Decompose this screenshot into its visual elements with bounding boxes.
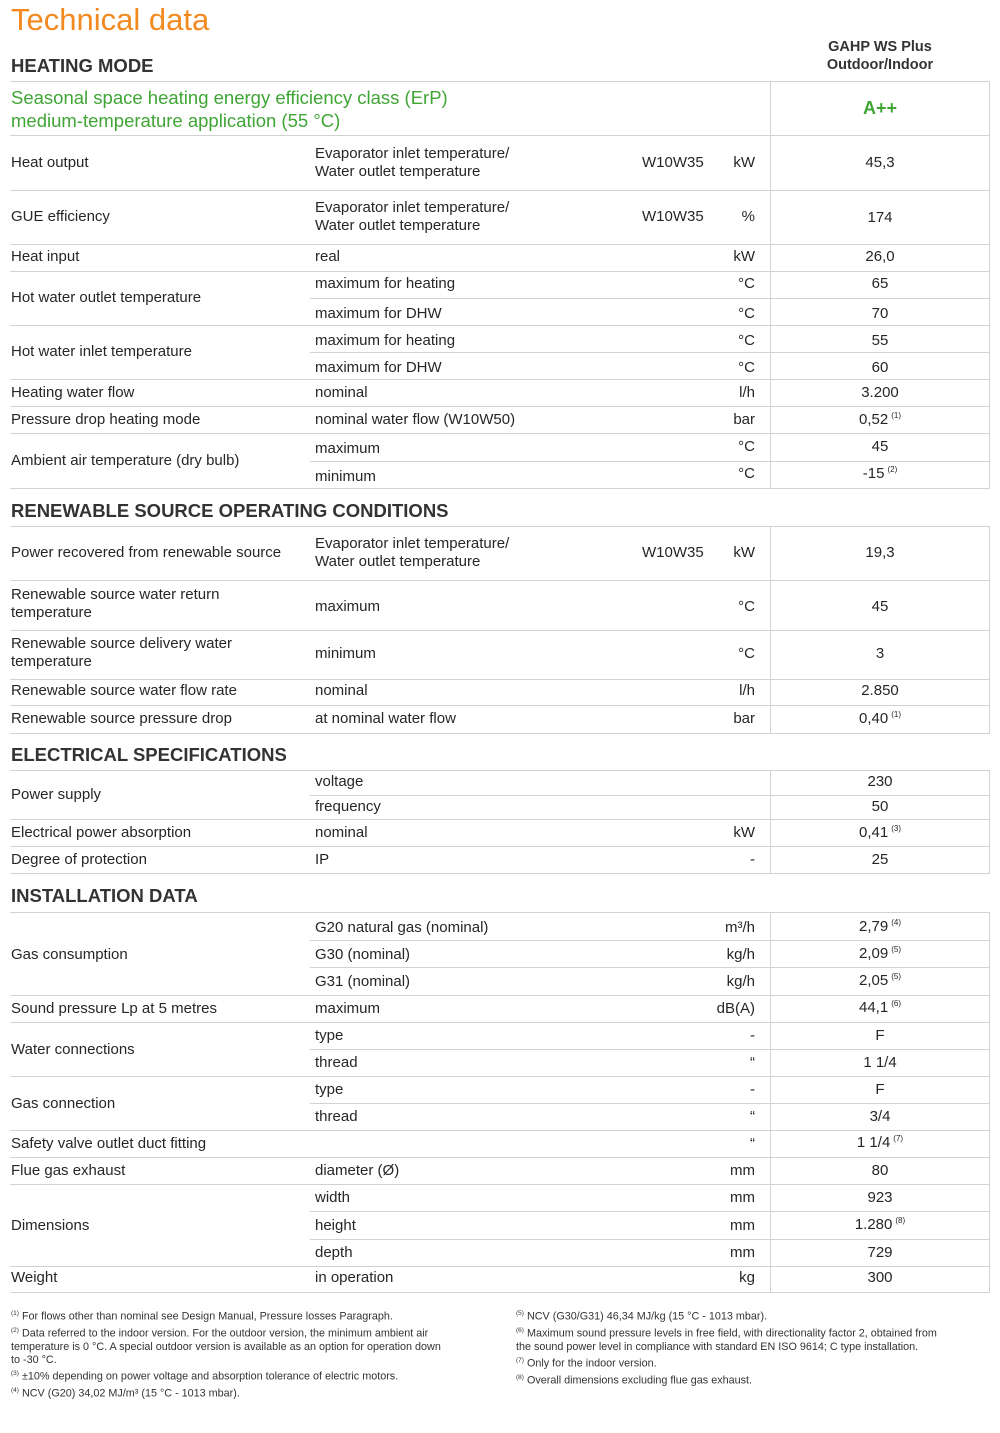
row-value: 55: [871, 332, 889, 349]
row-value: 0,41 $^{(3)}$: [771, 824, 989, 842]
row-label: Degree of protection: [11, 851, 147, 868]
footnote-ref: (2): [887, 465, 898, 474]
footnote-ref: (7): [893, 1134, 904, 1143]
row-sub: type: [315, 1027, 344, 1044]
footnote-ref: (5): [891, 945, 901, 954]
row-unit: °C: [738, 465, 755, 482]
row-label: Renewable source pressure drop: [11, 710, 232, 727]
footnote-8: $^{(8)}$ Overall dimensions excluding flue gas exhaust.: [516, 1373, 753, 1387]
section-renewable: RENEWABLE SOURCE OPERATING CONDITIONS: [11, 500, 449, 521]
row-sub: G31 (nominal): [315, 973, 411, 990]
section-electrical: ELECTRICAL SPECIFICATIONS: [11, 744, 287, 765]
row-sub: maximum for DHW: [315, 359, 442, 376]
row-sub: frequency: [315, 798, 381, 815]
row-unit: “: [750, 1108, 755, 1125]
row-value: 70: [871, 305, 889, 322]
row-value: 44,1 $^{(6)}$: [771, 999, 989, 1017]
row-value: 300: [867, 1269, 893, 1286]
row-sub: maximum for heating: [315, 332, 456, 349]
page-title: Technical data: [11, 2, 210, 37]
row-label: Hot water outlet temperature: [11, 289, 202, 306]
row-value: 3: [875, 645, 885, 662]
row-label: Flue gas exhaust: [11, 1162, 126, 1179]
row-sub: minimum: [315, 645, 376, 662]
row-value: 0,40 $^{(1)}$: [771, 710, 989, 728]
row-unit: mm: [730, 1189, 755, 1206]
row-sub: width: [315, 1189, 351, 1206]
row-unit: °C: [738, 332, 755, 349]
row-unit: kW: [733, 824, 755, 841]
row-value: 3/4: [869, 1108, 891, 1125]
erp-class-label: Seasonal space heating energy efficiency class (ErP) medium-temperature application (55 °C): [11, 87, 448, 131]
row-label: Electrical power absorption: [11, 824, 192, 841]
row-sub: G20 natural gas (nominal): [315, 919, 489, 936]
row-label: GUE efficiency: [11, 208, 110, 225]
row-label: Sound pressure Lp at 5 metres: [11, 1000, 217, 1017]
row-label: Pressure drop heating mode: [11, 411, 201, 428]
row-sub: diameter (Ø): [315, 1162, 400, 1179]
row-label: Gas consumption: [11, 946, 128, 963]
row-label: Heat output: [11, 154, 89, 171]
row-unit: -: [750, 1081, 755, 1098]
row-unit: °C: [738, 305, 755, 322]
row-unit: °C: [738, 645, 755, 662]
row-unit: “: [750, 1135, 755, 1152]
footnote-7: $^{(7)}$ Only for the indoor version.: [516, 1356, 657, 1370]
section-installation: INSTALLATION DATA: [11, 885, 198, 906]
row-value: 50: [871, 798, 889, 815]
row-sub: nominal: [315, 824, 368, 841]
footnotes-left: [11, 1307, 501, 1401]
row-unit: dB(A): [716, 1000, 755, 1017]
footnote-ref: (8): [895, 1216, 906, 1225]
row-sub: maximum: [315, 598, 381, 615]
model-header: [770, 38, 990, 74]
row-sub: maximum for heating: [315, 275, 456, 292]
row-unit: kg/h: [726, 946, 755, 963]
footnote-ref: (3): [891, 824, 901, 833]
model-version: Outdoor/Indoor: [826, 57, 934, 73]
row-sub: depth: [315, 1244, 353, 1261]
footnote-ref: (4): [891, 918, 901, 927]
row-unit: m³/h: [725, 919, 755, 936]
row-value: 729: [867, 1244, 893, 1261]
row-value: 2,05 $^{(5)}$: [771, 972, 989, 990]
row-value: 230: [867, 773, 893, 790]
row-value: 0,52 $^{(1)}$: [771, 411, 989, 429]
row-sub: at nominal water flow: [315, 710, 456, 727]
row-sub: nominal: [315, 682, 368, 699]
row-label: Ambient air temperature (dry bulb): [11, 452, 240, 469]
row-label: Water connections: [11, 1041, 135, 1058]
row-sub: nominal: [315, 384, 368, 401]
row-unit: l/h: [739, 384, 755, 401]
row-unit: mm: [730, 1162, 755, 1179]
row-value: 60: [871, 359, 889, 376]
row-unit: °C: [738, 275, 755, 292]
row-sub: minimum: [315, 468, 376, 485]
row-value: F: [875, 1081, 885, 1098]
row-sub: voltage: [315, 773, 364, 790]
row-sub: maximum: [315, 440, 381, 457]
row-unit: kW: [733, 248, 755, 265]
footnote-ref: (6): [891, 999, 901, 1008]
row-sub: maximum: [315, 1000, 381, 1017]
row-sub: IP: [315, 851, 330, 868]
row-value: 923: [867, 1189, 893, 1206]
model-name: GAHP WS Plus: [828, 39, 932, 55]
row-value: 80: [871, 1162, 889, 1179]
row-label: Hot water inlet temperature: [11, 343, 192, 360]
row-sub: real: [315, 248, 341, 265]
row-value: 2,09 $^{(5)}$: [771, 945, 989, 963]
row-value: 1 1/4 $^{(7)}$: [771, 1134, 989, 1152]
row-unit: %: [741, 208, 755, 225]
row-unit: -: [750, 851, 755, 868]
row-value: 3.200: [861, 384, 899, 401]
row-unit: “: [750, 1054, 755, 1071]
footnote-ref: (5): [891, 972, 901, 981]
row-sub: thread: [315, 1108, 358, 1125]
row-value: 19,3: [865, 544, 895, 561]
row-value: 45,3: [865, 154, 895, 171]
row-value: 45: [871, 438, 889, 455]
row-value: 25: [871, 851, 889, 868]
row-unit: °C: [738, 598, 755, 615]
row-label: Heating water flow: [11, 384, 135, 401]
row-value: 2,79 $^{(4)}$: [771, 918, 989, 936]
row-value: -15 $^{(2)}$: [771, 465, 989, 483]
row-unit: mm: [730, 1217, 755, 1234]
row-value: 2.850: [861, 682, 899, 699]
footnote-ref: (1): [891, 411, 901, 420]
footnote-5: $^{(5)}$ NCV (G30/G31) 46,34 MJ/kg (15 °C - 1013 mbar).: [516, 1310, 768, 1323]
row-value: 1.280 $^{(8)}$: [771, 1216, 989, 1234]
row-value: 65: [871, 275, 889, 292]
row-label: Power supply: [11, 786, 102, 803]
row-condition: W10W35: [642, 544, 704, 561]
row-value: F: [875, 1027, 885, 1044]
footnote-6: $^{(6)}$ Maximum sound pressure levels in free field, with directionality factor 2, obtained from the sound power level in compliance with standard EN ISO 9614; C type installation.: [516, 1326, 937, 1353]
row-label: Heat input: [11, 248, 80, 265]
row-label: Dimensions: [11, 1217, 90, 1234]
row-sub: G30 (nominal): [315, 946, 411, 963]
row-sub: Evaporator inlet temperature/ Water outlet temperature: [315, 535, 510, 570]
row-label: Renewable source water flow rate: [11, 682, 237, 699]
row-unit: kg: [739, 1269, 755, 1286]
row-condition: W10W35: [642, 154, 704, 171]
footnotes-right: [516, 1307, 994, 1387]
row-unit: mm: [730, 1244, 755, 1261]
row-unit: -: [750, 1027, 755, 1044]
row-label: Renewable source delivery water temperature: [11, 635, 232, 670]
row-unit: °C: [738, 359, 755, 376]
row-unit: l/h: [739, 682, 755, 699]
row-value: 45: [871, 598, 889, 615]
footnote-2: $^{(2)}$ Data referred to the indoor version. For the outdoor version, the minimum ambient air temperature is 0 °C. A special outdoor version is available as an option for operation down to -30 °C.: [11, 1326, 441, 1366]
row-label: Gas connection: [11, 1095, 116, 1112]
row-label: Safety valve outlet duct fitting: [11, 1135, 207, 1152]
row-sub: thread: [315, 1054, 358, 1071]
row-unit: °C: [738, 438, 755, 455]
row-sub: Evaporator inlet temperature/ Water outlet temperature: [315, 145, 510, 180]
section-heating-mode: HEATING MODE: [11, 55, 154, 76]
row-sub: Evaporator inlet temperature/ Water outlet temperature: [315, 199, 510, 234]
erp-class-value: A++: [862, 98, 898, 118]
row-unit: bar: [733, 411, 755, 428]
footnote-4: $^{(4)}$ NCV (G20) 34,02 MJ/m³ (15 °C - 1013 mbar).: [11, 1386, 240, 1400]
row-sub: type: [315, 1081, 344, 1098]
row-value: 26,0: [865, 248, 895, 265]
row-sub: nominal water flow (W10W50): [315, 411, 516, 428]
footnote-1: $^{(1)}$ For flows other than nominal see Design Manual, Pressure losses Paragraph.: [11, 1310, 393, 1323]
footnote-3: $^{(3)}$ ±10% depending on power voltage and absorption tolerance of electric motors.: [11, 1370, 399, 1383]
row-label: Weight: [11, 1269, 58, 1286]
row-value: 174: [867, 209, 893, 226]
row-sub: in operation: [315, 1269, 394, 1286]
row-unit: kW: [733, 154, 755, 171]
row-sub: height: [315, 1217, 356, 1234]
row-condition: W10W35: [642, 208, 704, 225]
row-label: Power recovered from renewable source: [11, 544, 282, 561]
row-sub: maximum for DHW: [315, 305, 442, 322]
row-value: 1 1/4: [863, 1054, 897, 1071]
footnote-ref: (1): [891, 710, 901, 719]
row-unit: kg/h: [726, 973, 755, 990]
row-unit: kW: [733, 544, 755, 561]
row-label: Renewable source water return temperature: [11, 586, 220, 621]
row-unit: bar: [733, 710, 755, 727]
